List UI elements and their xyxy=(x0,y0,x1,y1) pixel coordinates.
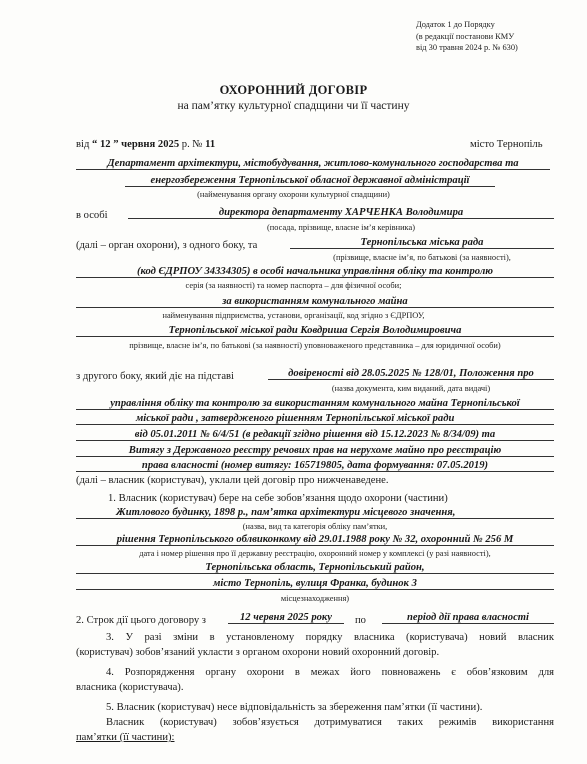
date-month: червня xyxy=(121,139,156,150)
clause-5-line-3: пам’ятки (її частини): xyxy=(76,732,175,743)
date-day: “ 12 ” xyxy=(92,139,119,150)
clause-4-line-1: 4. Розпорядження органу охорони в межах його повноважень є обов’язковим для xyxy=(106,667,554,678)
clause-3-line-2: (користувач) зобов’язаний укласти з органом охорони новий охоронний договір. xyxy=(76,647,440,658)
clause-5-line-1: 5. Власник (користувач) несе відповідальність за збереження пам’ятки (її частини). xyxy=(106,702,483,713)
authority-line-1: Департамент архітектури, містобудування, житлово-комунального господарства та xyxy=(76,158,550,170)
date-year: 2025 xyxy=(157,139,180,150)
basis-line-5: Витягу з Державного реєстру речових прав на нерухоме майно про реєстрацію xyxy=(76,445,554,457)
basis-closing: (далі – власник (користувач), уклали цей договір про нижченаведене. xyxy=(76,475,389,486)
authority-line-2: енергозбереження Тернопільської обласної державної адміністрації xyxy=(125,175,495,187)
document-title: ОХОРОННИЙ ДОГОВІР xyxy=(219,83,368,97)
clause-1-location-2: місто Тернопіль, вулиця Франка, будинок 3 xyxy=(76,578,554,590)
representative-caption: прізвище, власне ім’я, по батькові (за наявності) уповноваженого представника – для юридичної особи) xyxy=(129,341,501,350)
basis-line-2: управління обліку та контролю за використанням комунального майна Тернопільської xyxy=(76,398,554,410)
basis-line-6: права власності (номер витягу: 165719805, дата формування: 07.05.2019) xyxy=(76,460,554,472)
clause-3-line-1: 3. У разі зміни в установленому порядку власника (користувача) новий власник xyxy=(106,632,554,643)
person-prefix: в особі xyxy=(76,210,108,221)
clause-1-text: 1. Власник (користувач) бере на себе зобов’язання щодо охорони (частини) xyxy=(108,493,448,504)
date-year-suffix: р. № xyxy=(181,139,203,150)
document-subtitle: на пам’ятку культурної спадщини чи її частину xyxy=(177,100,410,112)
contract-number: 11 xyxy=(205,139,216,150)
annex-line-3: від 30 травня 2024 р. № 630) xyxy=(416,43,518,52)
party-caption: (прізвище, власне ім’я, по батькові (за наявності), xyxy=(333,253,511,262)
clause-2-to-word: по xyxy=(355,615,366,626)
person-value: директора департаменту ХАРЧЕНКА Володимира xyxy=(128,207,554,219)
party-value: Тернопільська міська рада xyxy=(290,237,554,249)
basis-caption: (назва документа, ким виданий, дата видачі) xyxy=(331,384,491,393)
clause-1-decision: рішення Тернопільського облвиконкому від 29.01.1988 року № 32, охоронний № 256 М xyxy=(76,534,554,546)
enterprise-value: за використанням комунального майна xyxy=(76,296,554,308)
basis-value: довіреності від 28.05.2025 № 128/01, Положення про xyxy=(268,368,554,380)
clause-2-prefix: 2. Строк дії цього договору з xyxy=(76,615,206,626)
passport-caption: серія (за наявності) та номер паспорта – для фізичної особи; xyxy=(185,281,402,290)
basis-line-3: міської ради , затвердженого рішенням Тернопільської міської ради xyxy=(76,413,554,425)
person-caption: (посада, прізвище, власне ім’я керівника) xyxy=(266,223,416,232)
annex-line-2: (в редакції постанови КМУ xyxy=(416,31,515,41)
clause-2-to: період дії права власності xyxy=(382,612,554,624)
clause-2-from: 12 червня 2025 року xyxy=(228,612,344,624)
clause-4-line-2: власника (користувача). xyxy=(76,682,184,693)
clause-1-decision-caption: дата і номер рішення про її державну реєстрацію, охоронний номер у комплексі (у разі наявності), xyxy=(139,549,491,558)
contract-date-line xyxy=(76,139,215,150)
party-prefix: (далі – орган охорони), з одного боку, та xyxy=(76,240,258,251)
date-prefix: від xyxy=(76,139,90,150)
clause-1-object-caption: (назва, вид та категорія обліку пам’ятки, xyxy=(242,522,388,531)
annex-line-1: Додаток 1 до Порядку xyxy=(416,20,495,29)
enterprise-caption: найменування підприємства, установи, організації, код згідно з ЄДРПОУ, xyxy=(162,311,425,320)
passport-value: (код ЄДРПОУ 34334305) в особі начальника управління обліку та контролю xyxy=(76,266,554,278)
clause-1-location-1: Тернопільська область, Тернопільський район, xyxy=(76,562,554,574)
basis-line-4: від 05.01.2011 № 6/4/51 (в редакції згідно рішення від 15.12.2023 № 8/34/09) та xyxy=(76,429,554,441)
clause-1-location-caption: місцезнаходження) xyxy=(280,594,350,603)
contract-city: місто Тернопіль xyxy=(470,139,543,150)
representative-value: Тернопільської міської ради Ковдриша Сергія Володимировича xyxy=(76,325,554,337)
basis-prefix: з другого боку, який діє на підставі xyxy=(76,371,234,382)
annex-note xyxy=(416,19,518,54)
clause-5-line-2: Власник (користувач) зобов’язується дотримуватися таких режимів використання xyxy=(106,717,554,728)
clause-1-object: Житлового будинку, 1898 р., пам’ятка архітектури місцевого значення, xyxy=(76,507,554,519)
authority-caption: (найменування органу охорони культурної спадщини) xyxy=(197,190,390,199)
